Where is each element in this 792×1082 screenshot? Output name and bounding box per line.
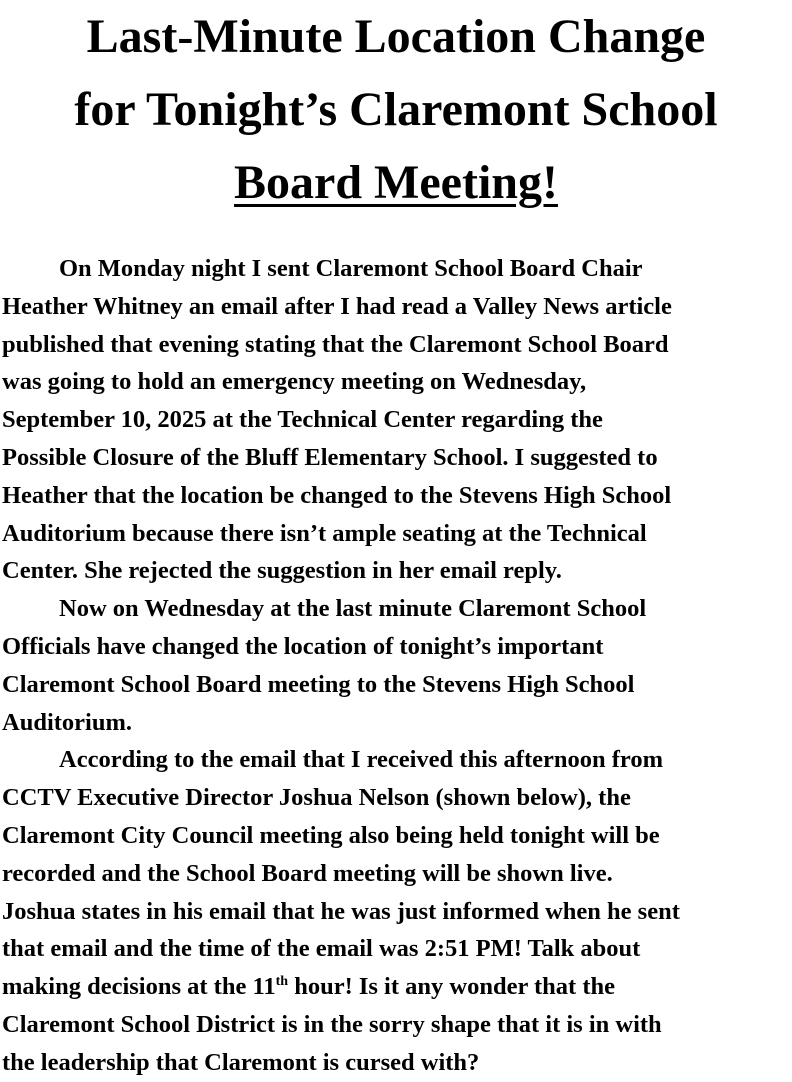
body-line: Heather Whitney an email after I had read a Valley News article xyxy=(2,292,672,320)
headline-line-1: Last-Minute Location Change xyxy=(86,10,706,63)
body-text-segment: hour! Is it any wonder that the xyxy=(288,973,615,1001)
body-line: Now on Wednesday at the last minute Claremont School xyxy=(59,595,647,623)
body-line: CCTV Executive Director Joshua Nelson (shown below), the xyxy=(2,784,631,812)
body-line: published that evening stating that the Claremont School Board xyxy=(2,330,669,358)
body-line: Officials have changed the location of tonight’s important xyxy=(2,632,604,660)
headline-underlined-text: Board Meeting! xyxy=(234,156,558,209)
headline-line-2: for Tonight’s Claremont School xyxy=(74,83,718,136)
headline-line-3 xyxy=(0,146,792,219)
body-line: Joshua states in his email that he was just informed when he sent xyxy=(2,897,680,925)
body-line: Possible Closure of the Bluff Elementary School. I suggested to xyxy=(2,443,658,471)
body-line: the leadership that Claremont is cursed with? xyxy=(2,1048,480,1076)
body-line: Auditorium because there isn’t ample seating at the Technical xyxy=(2,519,647,547)
body-line: Center. She rejected the suggestion in her email reply. xyxy=(2,557,562,585)
body-line: Claremont School Board meeting to the Stevens High School xyxy=(2,670,635,698)
body-line: recorded and the School Board meeting will be shown live. xyxy=(2,859,613,887)
body-line: Claremont City Council meeting also being held tonight will be xyxy=(2,821,660,849)
body-line: Claremont School District is in the sorry shape that it is in with xyxy=(2,1010,662,1038)
superscript-ordinal: th xyxy=(275,973,289,989)
body-line: September 10, 2025 at the Technical Center regarding the xyxy=(2,406,603,434)
body-text-segment: making decisions at the 11 xyxy=(2,973,276,1001)
article-body xyxy=(2,250,792,1082)
body-line: Auditorium. xyxy=(2,708,133,736)
body-line-with-superscript xyxy=(2,968,792,1006)
headline xyxy=(0,0,792,219)
body-line: that email and the time of the email was 2:51 PM! Talk about xyxy=(2,935,641,963)
body-line: On Monday night I sent Claremont School Board Chair xyxy=(59,255,643,282)
body-line: was going to hold an emergency meeting on Wednesday, xyxy=(2,368,587,396)
body-line: Heather that the location be changed to the Stevens High School xyxy=(2,481,672,509)
body-line: According to the email that I received this afternoon from xyxy=(59,746,663,774)
